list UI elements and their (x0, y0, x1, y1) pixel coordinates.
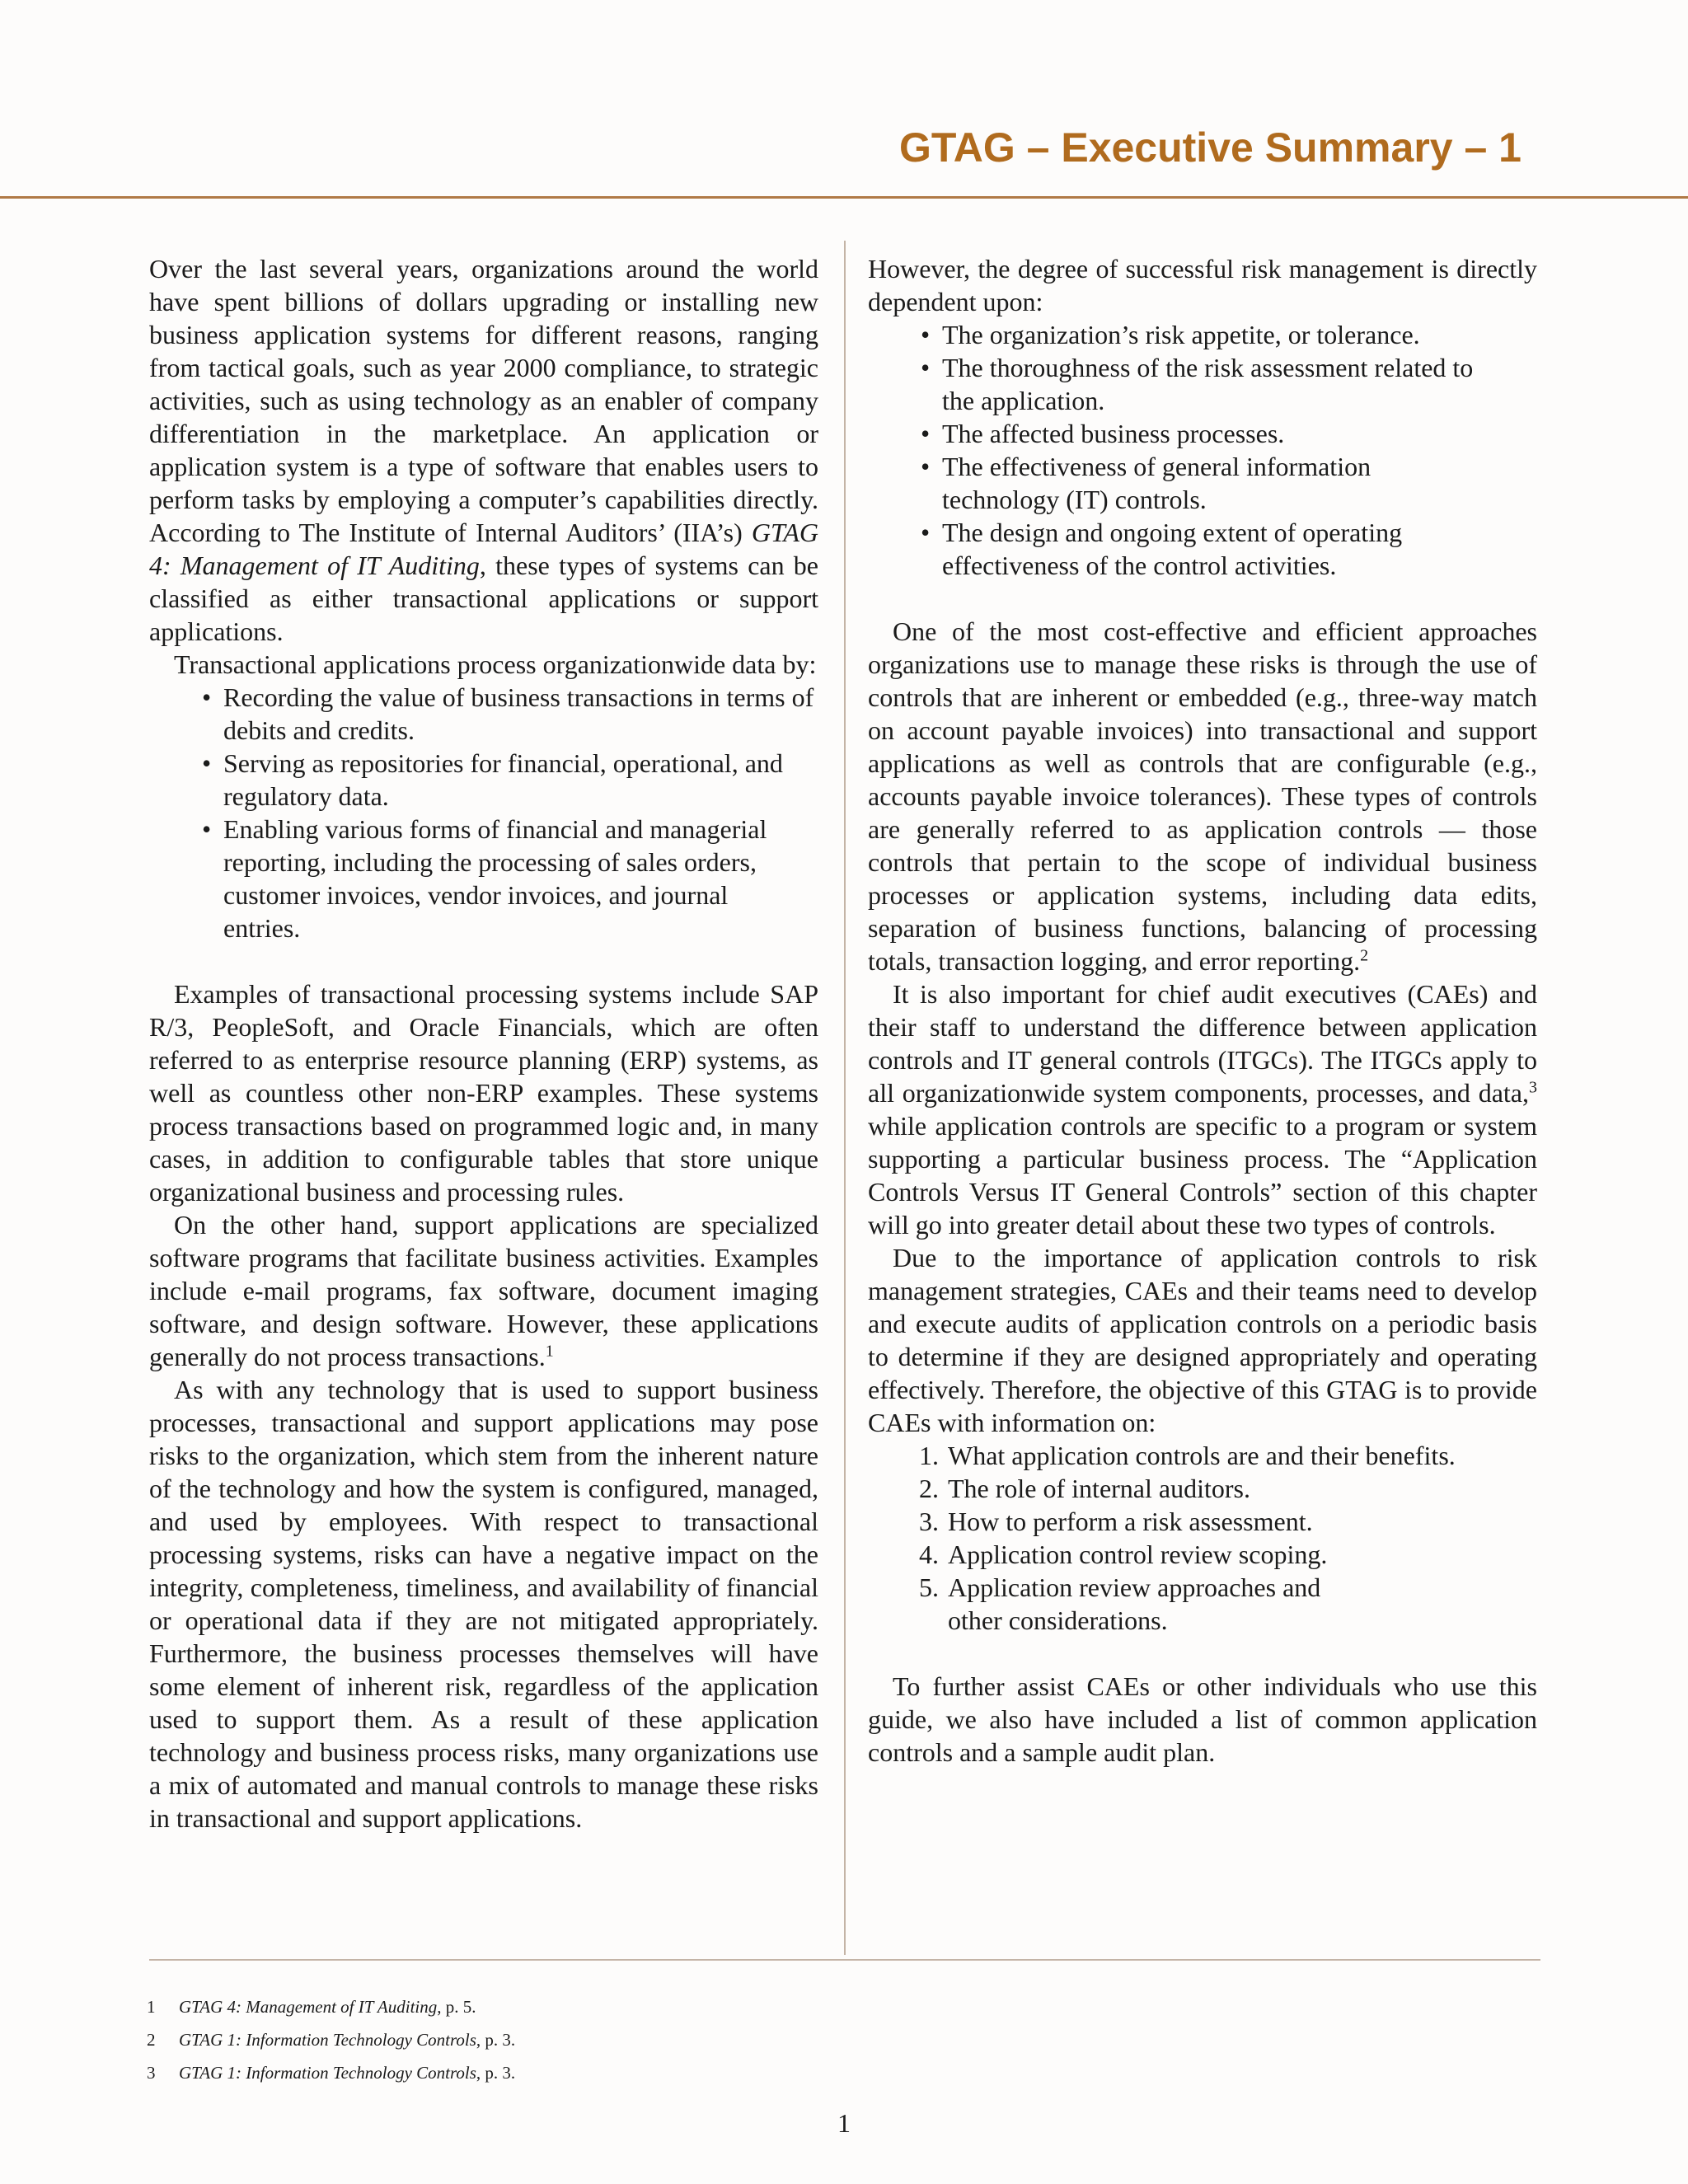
list-item: • The design and ongoing extent of operating effectiveness of the control activities. (921, 518, 1403, 580)
list-item: 1. What application controls are and their benefits. (919, 1441, 1456, 1470)
paragraph: Over the last several years, organizations around the world have spent billions of dollars upgrading or installing new business application systems for different reasons, ranging from tactical goals, such as year 2000 compliance, to strategic activities, such as using technology as an enabler of company differentiation in the marketplace. An application or application system is a type of software that enables users to perform tasks by employing a computer’s capabilities directly. According to The Institute of Internal Auditors’ (IIA’s) GTAG 4: Management of IT Auditing, these types of systems can be classified as either transactional applications or support applications. (149, 254, 819, 646)
paragraph: Transactional applications process organizationwide data by: (174, 649, 817, 679)
list-item: 4. Application control review scoping. (919, 1540, 1328, 1569)
bullet-icon: • (202, 682, 212, 712)
list-item: • The effectiveness of general information technology (IT) controls. (921, 452, 1372, 514)
bullet-icon: • (921, 320, 931, 349)
bullet-icon: • (921, 353, 931, 382)
list-number: 5. (919, 1572, 939, 1602)
paragraph: Examples of transactional processing systems include SAP R/3, PeopleSoft, and Oracle Financials, which are often referred to as enterprise resource planning (ERP) systems, as well as countless other non-ERP examples. These systems process transactions based on programmed logic and, in many cases, in addition to configurable tables that store unique organizational business and processing rules. (149, 979, 818, 1207)
list-item: 3. How to perform a risk assessment. (919, 1507, 1313, 1536)
footnote-number: 2 (147, 2030, 156, 2050)
gtag-4-title: GTAG 4: Management of IT Auditing (149, 518, 819, 580)
list-number: 4. (919, 1540, 939, 1569)
paragraph: Due to the importance of application controls to risk management strategies, CAEs and their teams need to develop and execute audits of application controls on a periodic basis to determine if they are designed appropriately and operating effectively. Therefore, the objective of this GTAG is to provide CAEs with information on: (868, 1243, 1537, 1437)
paragraph: To further assist CAEs or other individuals who use this guide, we also have included a list of common application controls and a sample audit plan. (868, 1671, 1537, 1767)
page-header-title: GTAG – Executive Summary – 1 (899, 124, 1522, 171)
list-item: • Serving as repositories for financial, operational, and regulatory data. (202, 748, 783, 811)
footnote-ref: 3 (1529, 1078, 1537, 1097)
left-column (149, 252, 818, 1835)
list-item: 2. The role of internal auditors. (919, 1474, 1250, 1503)
numbered-list (868, 1439, 1537, 1637)
list-number: 2. (919, 1474, 939, 1503)
list-number: 3. (919, 1507, 939, 1536)
list-item: • Recording the value of business transactions in terms of debits and credits. (202, 682, 814, 745)
list-item: • The thoroughness of the risk assessment related to the application. (921, 353, 1474, 415)
bullet-list (149, 681, 818, 944)
bullet-icon: • (921, 419, 931, 448)
list-item: • The organization’s risk appetite, or tolerance. (921, 320, 1420, 349)
paragraph: As with any technology that is used to support business processes, transactional and support applications may pose risks to the organization, which stem from the inherent nature of the technology and how the system is configured, managed, and used by employees. With respect to transactional processing systems, risks can have a negative impact on the integrity, completeness, timeliness, and availability of financial or operational data if they are not mitigated appropriately. Furthermore, the business processes themselves will have some element of inherent risk, regardless of the application used to support them. As a result of these application technology and business process risks, many organizations use a mix of automated and manual controls to manage these risks in transactional and support applications. (149, 1375, 818, 1833)
paragraph: One of the most cost-effective and efficient approaches organizations use to manage these risks is through the use of controls that are inherent or embedded (e.g., three-way match on account payable invoices) into transactional and support applications as well as controls that are configurable (e.g., accounts payable invoice tolerances). These types of controls are generally referred to as application controls — those controls that pertain to the scope of individual business processes or application systems, including data edits, separation of business functions, balancing of processing totals, transaction logging, and error reporting.$^2$ (868, 616, 1537, 976)
column-divider (844, 241, 846, 1955)
list-item: 5. Application review approaches and other considerations. (919, 1572, 1321, 1635)
bullet-icon: • (202, 814, 212, 844)
paragraph: However, the degree of successful risk management is directly dependent upon: (868, 254, 1537, 316)
footnote-number: 1 (147, 1997, 156, 2017)
header-divider (0, 196, 1688, 199)
footnote-title: GTAG 4: Management of IT Auditing (179, 1997, 438, 2017)
footnote-divider (149, 1959, 1540, 1961)
right-column (868, 252, 1537, 1769)
page-number: 1 (837, 2108, 851, 2138)
bullet-list (868, 318, 1537, 582)
list-item: • The affected business processes. (921, 419, 1285, 448)
bullet-icon: • (921, 518, 931, 547)
footnote-title: GTAG 1: Information Technology Controls (179, 2030, 476, 2050)
footnote-ref: 1 (545, 1342, 554, 1361)
bullet-icon: • (921, 452, 931, 481)
footnote-ref: 2 (1360, 946, 1369, 965)
paragraph: It is also important for chief audit executives (CAEs) and their staff to understand the difference between application controls and IT general controls (ITGCs). The ITGCs apply to all organizationwide system components, processes, and data,$^3$ while application controls are specific to a program or system supporting a particular business process. The “Application Controls Versus IT General Controls” section of this chapter will go into greater detail about these two types of controls. (868, 979, 1537, 1240)
list-number: 1. (919, 1441, 939, 1470)
footnote-number: 3 (147, 2063, 156, 2083)
paragraph: On the other hand, support applications are specialized software programs that facilitate business activities. Examples include e-mail programs, fax software, document imaging software, and design software. However, these applications generally do not process transactions.$^1$ (149, 1210, 818, 1371)
bullet-icon: • (202, 748, 212, 778)
list-item: • Enabling various forms of financial and managerial reporting, including the processing of sales orders, customer invoices, vendor invoices, and journal entries. (202, 814, 767, 943)
footnote-title: GTAG 1: Information Technology Controls (179, 2063, 476, 2083)
